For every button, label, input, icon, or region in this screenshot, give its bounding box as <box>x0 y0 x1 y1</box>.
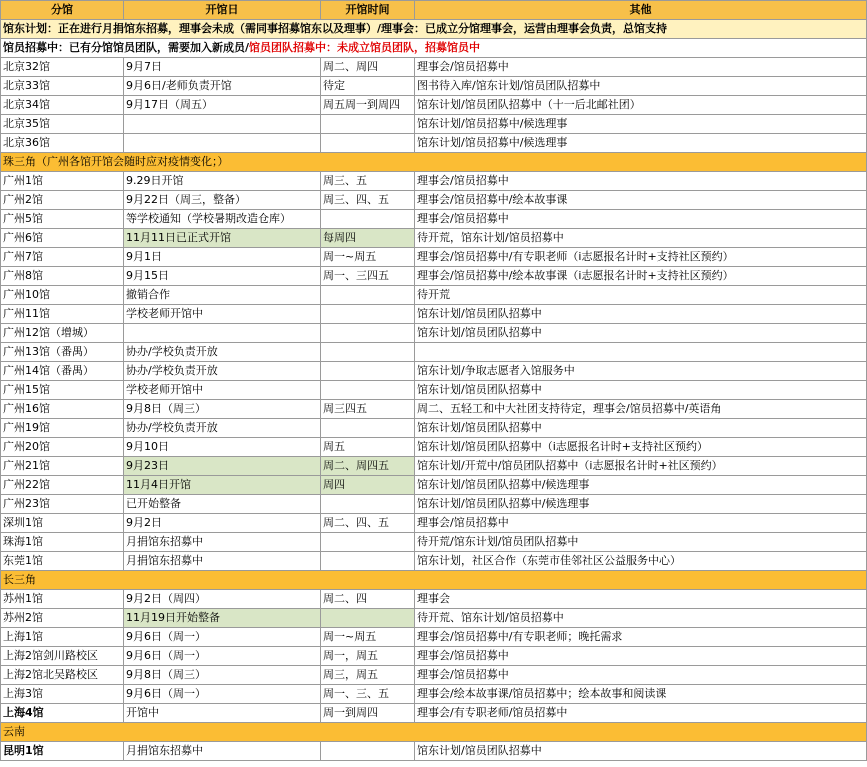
open-date-cell[interactable]: 9月8日（周三） <box>124 400 321 419</box>
open-time-cell[interactable] <box>321 533 415 552</box>
open-time-cell[interactable] <box>321 609 415 628</box>
open-date-cell[interactable]: 9月17日（周五） <box>124 96 321 115</box>
other-cell[interactable]: 理事会/馆员招募中 <box>415 514 867 533</box>
table-row <box>1 134 867 153</box>
notice-row-plan <box>1 20 867 39</box>
other-cell[interactable]: 理事会/馆员招募中/绘本故事课（i志愿报名计时+支持社区预约） <box>415 267 867 286</box>
notice-plan[interactable]: 馆东计划：正在进行月捐馆东招募，理事会未成（需同事招募馆东以及理事）/理事会：已成立分馆理事会，运营由理事会负责，总馆支持 <box>1 20 867 39</box>
open-date-cell[interactable] <box>124 115 321 134</box>
open-time-cell[interactable] <box>321 134 415 153</box>
open-date-cell[interactable]: 月捐馆东招募中 <box>124 533 321 552</box>
open-date-cell[interactable]: 学校老师开馆中 <box>124 381 321 400</box>
table-row <box>1 438 867 457</box>
other-cell[interactable]: 待开荒 <box>415 286 867 305</box>
open-date-cell[interactable] <box>124 324 321 343</box>
branch-cell[interactable]: 北京35馆 <box>1 115 124 134</box>
table-row <box>1 666 867 685</box>
other-cell[interactable]: 理事会 <box>415 590 867 609</box>
open-time-cell[interactable] <box>321 381 415 400</box>
branch-cell[interactable]: 上海2馆北吴路校区 <box>1 666 124 685</box>
other-cell[interactable]: 馆东计划/馆员团队招募中 <box>415 305 867 324</box>
open-time-cell[interactable]: 周三、五 <box>321 172 415 191</box>
header-other[interactable]: 其他 <box>415 1 867 20</box>
open-date-cell[interactable]: 9月2日 <box>124 514 321 533</box>
table-row <box>1 267 867 286</box>
branch-cell[interactable]: 广州11馆 <box>1 305 124 324</box>
open-time-cell[interactable] <box>321 495 415 514</box>
open-time-cell[interactable] <box>321 324 415 343</box>
branch-cell[interactable]: 上海1馆 <box>1 628 124 647</box>
other-cell[interactable]: 理事会/馆员招募中 <box>415 58 867 77</box>
open-time-cell[interactable]: 周四 <box>321 476 415 495</box>
open-time-cell[interactable] <box>321 286 415 305</box>
table-row <box>1 77 867 96</box>
header-branch[interactable]: 分馆 <box>1 1 124 20</box>
branch-cell[interactable]: 上海3馆 <box>1 685 124 704</box>
other-cell[interactable]: 馆东计划/馆员招募中/候选理事 <box>415 115 867 134</box>
open-time-cell[interactable] <box>321 362 415 381</box>
branch-cell[interactable]: 苏州2馆 <box>1 609 124 628</box>
branch-cell[interactable]: 苏州1馆 <box>1 590 124 609</box>
open-date-cell[interactable]: 9月15日 <box>124 267 321 286</box>
branch-cell[interactable]: 广州1馆 <box>1 172 124 191</box>
section-title[interactable]: 云南 <box>1 723 867 742</box>
open-time-cell[interactable]: 周二、周四五 <box>321 457 415 476</box>
branch-cell[interactable]: 广州14馆（番禺） <box>1 362 124 381</box>
table-row <box>1 229 867 248</box>
open-time-cell[interactable]: 周一~周五 <box>321 628 415 647</box>
other-cell[interactable]: 馆东计划/馆员团队招募中（i志愿报名计时+支持社区预约） <box>415 438 867 457</box>
open-date-cell[interactable]: 11月19日开始整备 <box>124 609 321 628</box>
table-row <box>1 514 867 533</box>
open-time-cell[interactable]: 周五周一到周四 <box>321 96 415 115</box>
table-row <box>1 248 867 267</box>
open-date-cell[interactable]: 9月23日 <box>124 457 321 476</box>
section-title[interactable]: 长三角 <box>1 571 867 590</box>
branch-cell[interactable]: 广州5馆 <box>1 210 124 229</box>
open-time-cell[interactable]: 周一到周四 <box>321 704 415 723</box>
notice-recruit-part2: 馆员团队招募中：未成立馆员团队，招募馆员中 <box>249 41 481 54</box>
branch-cell[interactable]: 广州12馆（增城） <box>1 324 124 343</box>
other-cell[interactable]: 馆东计划/馆员团队招募中 <box>415 324 867 343</box>
table-row <box>1 58 867 77</box>
table-row <box>1 324 867 343</box>
table-row <box>1 191 867 210</box>
open-time-cell[interactable]: 周三四五 <box>321 400 415 419</box>
branch-cell[interactable]: 广州13馆（番禺） <box>1 343 124 362</box>
other-cell[interactable]: 馆东计划/争取志愿者入馆服务中 <box>415 362 867 381</box>
branch-cell[interactable]: 北京33馆 <box>1 77 124 96</box>
branch-cell[interactable]: 东莞1馆 <box>1 552 124 571</box>
notice-recruit-part1: 馆员招募中：已有分馆馆员团队，需要加入新成员/ <box>3 41 250 54</box>
open-date-cell[interactable]: 等学校通知（学校暑期改造仓库） <box>124 210 321 229</box>
section-row <box>1 153 867 172</box>
table-row <box>1 96 867 115</box>
other-cell[interactable]: 待开荒、馆东计划/馆员招募中 <box>415 609 867 628</box>
table-row <box>1 495 867 514</box>
open-time-cell[interactable]: 周二、四、五 <box>321 514 415 533</box>
table-row <box>1 115 867 134</box>
open-date-cell[interactable]: 11月11日已正式开馆 <box>124 229 321 248</box>
table-row <box>1 400 867 419</box>
other-cell[interactable]: 理事会/馆员招募中/有专职老师；晚托需求 <box>415 628 867 647</box>
branch-cell[interactable]: 广州22馆 <box>1 476 124 495</box>
open-time-cell[interactable]: 周一、三四五 <box>321 267 415 286</box>
section-title[interactable]: 珠三角（广州各馆开馆会随时应对疫情变化；） <box>1 153 867 172</box>
branch-cell[interactable]: 广州21馆 <box>1 457 124 476</box>
open-date-cell[interactable]: 9月6日（周一） <box>124 685 321 704</box>
other-cell[interactable]: 馆东计划/馆员团队招募中/候选理事 <box>415 495 867 514</box>
open-time-cell[interactable] <box>321 305 415 324</box>
branch-cell[interactable]: 广州19馆 <box>1 419 124 438</box>
open-time-cell[interactable]: 每周四 <box>321 229 415 248</box>
open-time-cell[interactable]: 待定 <box>321 77 415 96</box>
open-date-cell[interactable]: 协办/学校负责开放 <box>124 362 321 381</box>
notice-row-recruit <box>1 39 867 58</box>
open-date-cell[interactable]: 9月1日 <box>124 248 321 267</box>
other-cell[interactable]: 馆东计划/馆员团队招募中 <box>415 381 867 400</box>
open-time-cell[interactable] <box>321 419 415 438</box>
other-cell[interactable]: 理事会/馆员招募中/绘本故事课 <box>415 191 867 210</box>
table-row <box>1 476 867 495</box>
branch-cell[interactable]: 珠海1馆 <box>1 533 124 552</box>
table-row <box>1 381 867 400</box>
open-time-cell[interactable] <box>321 742 415 761</box>
table-row <box>1 533 867 552</box>
open-time-cell[interactable] <box>321 552 415 571</box>
table-row <box>1 210 867 229</box>
other-cell[interactable]: 周二、五轻工和中大社团支持待定，理事会/馆员招募中/英语角 <box>415 400 867 419</box>
open-date-cell[interactable]: 9月6日（周一） <box>124 647 321 666</box>
open-time-cell[interactable]: 周二、四 <box>321 590 415 609</box>
open-date-cell[interactable]: 月捐馆东招募中 <box>124 552 321 571</box>
branch-cell[interactable]: 广州15馆 <box>1 381 124 400</box>
open-time-cell[interactable]: 周一、三、五 <box>321 685 415 704</box>
other-cell[interactable]: 理事会/馆员招募中/有专职老师（i志愿报名计时+支持社区预约） <box>415 248 867 267</box>
table-row <box>1 419 867 438</box>
open-time-cell[interactable]: 周三，周五 <box>321 666 415 685</box>
table-row <box>1 704 867 723</box>
open-time-cell[interactable]: 周一，周五 <box>321 647 415 666</box>
branch-cell[interactable]: 昆明1馆 <box>1 742 124 761</box>
other-cell[interactable]: 理事会/馆员招募中 <box>415 666 867 685</box>
table-row <box>1 362 867 381</box>
open-time-cell[interactable]: 周二、周四 <box>321 58 415 77</box>
other-cell[interactable]: 馆东计划/馆员团队招募中 <box>415 742 867 761</box>
other-cell[interactable]: 馆东计划/馆员团队招募中 <box>415 419 867 438</box>
open-date-cell[interactable]: 9月7日 <box>124 58 321 77</box>
table-row <box>1 742 867 761</box>
open-date-cell[interactable] <box>124 134 321 153</box>
other-cell[interactable]: 理事会/馆员招募中 <box>415 647 867 666</box>
other-cell[interactable]: 馆东计划/馆员招募中/候选理事 <box>415 134 867 153</box>
other-cell[interactable] <box>415 343 867 362</box>
other-cell[interactable]: 理事会/有专职老师/馆员招募中 <box>415 704 867 723</box>
open-date-cell[interactable]: 已开始整备 <box>124 495 321 514</box>
open-date-cell[interactable]: 9月10日 <box>124 438 321 457</box>
branch-cell[interactable]: 广州8馆 <box>1 267 124 286</box>
other-cell[interactable]: 理事会/绘本故事课/馆员招募中；绘本故事和阅读课 <box>415 685 867 704</box>
branch-cell[interactable]: 广州10馆 <box>1 286 124 305</box>
branch-cell[interactable]: 上海4馆 <box>1 704 124 723</box>
branch-cell[interactable]: 北京34馆 <box>1 96 124 115</box>
table-row <box>1 305 867 324</box>
open-date-cell[interactable]: 9月6日（周一） <box>124 628 321 647</box>
table-row <box>1 286 867 305</box>
table-row <box>1 552 867 571</box>
table-row <box>1 457 867 476</box>
branch-cell[interactable]: 深圳1馆 <box>1 514 124 533</box>
branch-cell[interactable]: 广州6馆 <box>1 229 124 248</box>
table-row <box>1 590 867 609</box>
other-cell[interactable]: 馆东计划，社区合作（东莞市佳邻社区公益服务中心） <box>415 552 867 571</box>
branch-cell[interactable]: 北京32馆 <box>1 58 124 77</box>
other-cell[interactable]: 理事会/馆员招募中 <box>415 172 867 191</box>
other-cell[interactable]: 馆东计划/馆员团队招募中（十一后北邮社团） <box>415 96 867 115</box>
open-date-cell[interactable]: 9月6日/老师负责开馆 <box>124 77 321 96</box>
open-date-cell[interactable]: 9月8日（周三） <box>124 666 321 685</box>
table-row <box>1 343 867 362</box>
header-row <box>1 1 867 20</box>
open-time-cell[interactable]: 周一~周五 <box>321 248 415 267</box>
open-date-cell[interactable]: 9.29日开馆 <box>124 172 321 191</box>
branch-cell[interactable]: 广州20馆 <box>1 438 124 457</box>
table-row <box>1 172 867 191</box>
table-row <box>1 628 867 647</box>
open-date-cell[interactable]: 撤销合作 <box>124 286 321 305</box>
other-cell[interactable]: 待开荒/馆东计划/馆员团队招募中 <box>415 533 867 552</box>
open-time-cell[interactable] <box>321 115 415 134</box>
branch-cell[interactable]: 广州23馆 <box>1 495 124 514</box>
other-cell[interactable]: 馆东计划/开荒中/馆员团队招募中（i志愿报名计时+社区预约） <box>415 457 867 476</box>
open-date-cell[interactable]: 学校老师开馆中 <box>124 305 321 324</box>
table-row <box>1 609 867 628</box>
open-date-cell[interactable]: 9月22日（周三，整备） <box>124 191 321 210</box>
table-row <box>1 685 867 704</box>
table-row <box>1 647 867 666</box>
branch-cell[interactable]: 广州16馆 <box>1 400 124 419</box>
branch-cell[interactable]: 广州7馆 <box>1 248 124 267</box>
branch-cell[interactable]: 上海2馆剑川路校区 <box>1 647 124 666</box>
other-cell[interactable]: 待开荒，馆东计划/馆员招募中 <box>415 229 867 248</box>
header-open-date[interactable]: 开馆日 <box>124 1 321 20</box>
open-date-cell[interactable]: 月捐馆东招募中 <box>124 742 321 761</box>
open-time-cell[interactable]: 周三、四、五 <box>321 191 415 210</box>
other-cell[interactable]: 图书待入库/馆东计划/馆员团队招募中 <box>415 77 867 96</box>
open-date-cell[interactable]: 协办/学校负责开放 <box>124 343 321 362</box>
open-date-cell[interactable]: 开馆中 <box>124 704 321 723</box>
section-row <box>1 571 867 590</box>
branch-cell[interactable]: 广州2馆 <box>1 191 124 210</box>
branch-cell[interactable]: 北京36馆 <box>1 134 124 153</box>
section-row <box>1 723 867 742</box>
open-date-cell[interactable]: 9月2日（周四） <box>124 590 321 609</box>
other-cell[interactable]: 理事会/馆员招募中 <box>415 210 867 229</box>
other-cell[interactable]: 馆东计划/馆员团队招募中/候选理事 <box>415 476 867 495</box>
open-time-cell[interactable]: 周五 <box>321 438 415 457</box>
open-time-cell[interactable] <box>321 210 415 229</box>
open-time-cell[interactable] <box>321 343 415 362</box>
header-open-time[interactable]: 开馆时间 <box>321 1 415 20</box>
open-date-cell[interactable]: 11月4日开馆 <box>124 476 321 495</box>
open-date-cell[interactable]: 协办/学校负责开放 <box>124 419 321 438</box>
notice-recruit[interactable] <box>1 39 867 58</box>
